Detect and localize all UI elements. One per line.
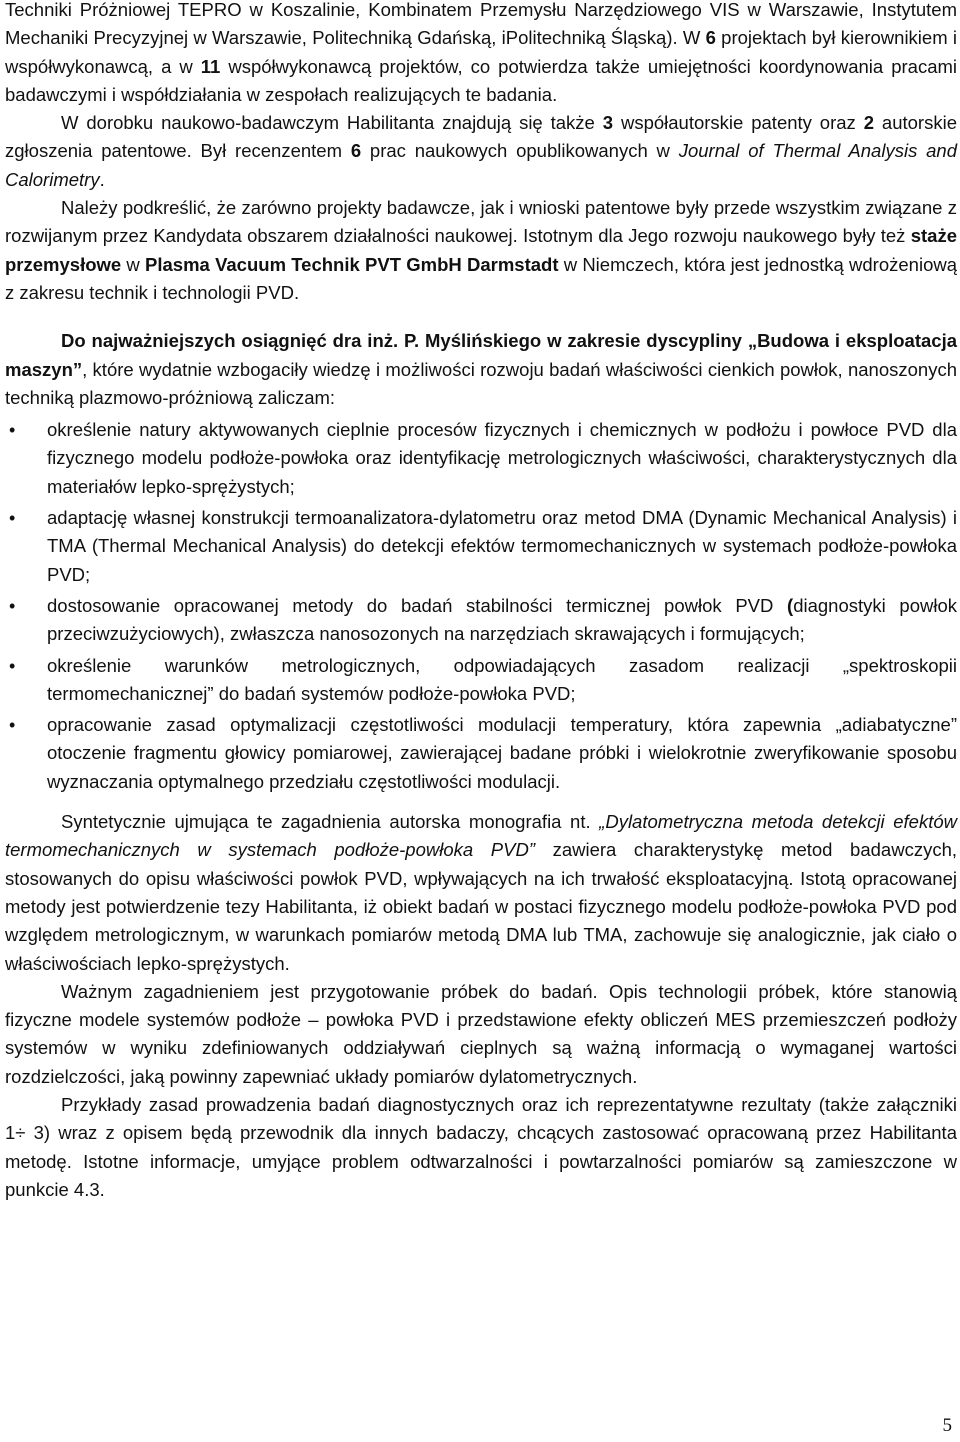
bullet-icon: • (9, 715, 16, 736)
document-page (5, 0, 957, 1204)
page-number: 5 (942, 1415, 952, 1436)
bold-text: 2 (863, 112, 875, 134)
text-run: opracowanie zasad optymalizacji częstotliwości modulacji temperatury, która zapewnia „adiabatyczne” otoczenie fragmentu głowicy pomiarowej, zawierającej badane próbki i wielokrotnie zweryfikowanie sposobu wyznaczania optymalnego przedziału częstotliwości modulacji. (47, 714, 957, 792)
list-item (5, 711, 957, 796)
list-item (5, 504, 957, 589)
text-run: współwykonawcą projektów, co potwierdza także umiejętności koordynowania pracami badawczymi i współdziałania w zespołach realizujących te badania. (5, 55, 958, 105)
bold-text: 3 (602, 112, 614, 134)
list-item (5, 416, 957, 501)
text-run: Należy podkreślić, że zarówno projekty badawcze, jak i wnioski patentowe były przede wszystkim związane z rozwijanym przez Kandydata obszarem działalności naukowej. Istotnym dla Jego rozwoju naukowego były też (5, 197, 957, 247)
text-run: Ważnym zagadnieniem jest przygotowanie próbek do badań. Opis technologii próbek, które stanowią fizyczne modele systemów podłoże – powłoka PVD i przedstawione efekty obliczeń MES przemieszczeń podłoży systemów w wyniku zdefiniowanych oddziaływań cieplnych są ważną informacją o wymaganej wartości rozdzielczości, jaką powinny zapewniać układy pomiarów dylatometrycznych. (5, 980, 957, 1087)
bold-text: 6 (350, 140, 362, 162)
text-run: dostosowanie opracowanej metody do badań stabilności termicznej powłok PVD (47, 594, 788, 616)
italic-text: „Dylatometryczna metoda detekcji efektów termomechanicznych w systemach podłoże-powłoka PVD” (5, 811, 957, 861)
text-run: Przykłady zasad prowadzenia badań diagnostycznych oraz ich reprezentatywne rezultaty (także załączniki 1÷ 3) wraz z opisem będą przewodnik dla innych badaczy, chcących zastosować opracowaną przez Habilitanta metodę. Istotne informacje, umyjące problem odtwarzalności i powtarzalności pomiarów są zamieszczone w punkcie 4.3. (5, 1093, 957, 1200)
bold-text: staże przemysłowe (5, 225, 957, 275)
list-item (5, 592, 957, 649)
text-run: Syntetycznie ujmująca te zagadnienia autorska monografia nt. (61, 811, 600, 833)
paragraph-internships (5, 194, 957, 307)
paragraph-samples (5, 978, 957, 1091)
text-run: zawiera charakterystykę metod badawczych, stosowanych do opisu właściwości powłok PVD, wpływających na ich trwałość eksploatacyjną. Istotą opracowanej metody jest potwierdzenie tezy Habilitanta, iż obiekt badań w postaci fizycznego modelu podłoże-powłoka PVD pod względem metrologicznym, w warunkach pomiarów metodą DMA lub TMA, zachowuje się analogicznie, jak ciało o właściwościach lepko-sprężystych. (5, 839, 958, 974)
bold-text: Plasma Vacuum Technik PVT GmbH Darmstadt (145, 253, 559, 275)
paragraph-projects (5, 0, 957, 109)
text-run: w (121, 253, 146, 275)
text-run: Techniki Próżniowej TEPRO w Koszalinie, Kombinatem Przemysłu Narzędziowego VIS w Warszawie, Instytutem Mechaniki Precyzyjnej w Warszawie, Politechniką Gdańską, iPolitechniką Śląską). W (5, 0, 957, 49)
achievements-list (5, 416, 957, 796)
paragraph-achievements-intro (5, 327, 957, 412)
bold-text: 6 (705, 27, 716, 49)
text-run: , które wydatnie wzbogaciły wiedzę i możliwości rozwoju badań właściwości cienkich powłok, nanoszonych techniką plazmowo-próżniową zaliczam: (5, 358, 957, 408)
text-run: określenie warunków metrologicznych, odpowiadających zasadom realizacji „spektroskopii termomechanicznej” do badań systemów podłoże-powłoka PVD; (47, 654, 957, 704)
text-run: W dorobku naukowo-badawczym Habilitanta znajdują się także (61, 112, 603, 134)
italic-text: Journal of Thermal Analysis and Calorimetry (5, 140, 957, 190)
text-run: współautorskie patenty oraz (613, 112, 864, 134)
text-run: . (99, 168, 105, 190)
bold-text: 11 (200, 55, 221, 77)
text-run: diagnostyki powłok przeciwzużyciowych), zwłaszcza nanosozonych na narzędziach skrawających i formujących; (47, 594, 958, 645)
text-run: adaptację własnej konstrukcji termoanalizatora-dylatometru oraz metod DMA (Dynamic Mechanical Analysis) i TMA (Thermal Mechanical Analysis) do detekcji efektów termomechanicznych w systemach podłoże-powłoka PVD; (47, 507, 957, 585)
list-item (5, 652, 957, 709)
bullet-icon: • (9, 420, 16, 441)
paragraph-monograph (5, 808, 957, 978)
text-run: projektach był kierownikiem i współwykonawcą, a w (5, 27, 957, 77)
bullet-icon: • (9, 508, 16, 529)
bold-text: Do najważniejszych osiągnięć dra inż. P. Myślińskiego w zakresie dyscypliny „Budowa i eksploatacja maszyn” (5, 330, 957, 380)
text-run: określenie natury aktywowanych cieplnie procesów fizycznych i chemicznych w podłożu i powłoce PVD dla fizycznego modelu podłoże-powłoka oraz identyfikację metrologicznych właściwości, charakterystycznych dla materiałów lepko-sprężystych; (47, 419, 957, 497)
bullet-icon: • (9, 595, 16, 616)
bold-text: ( (787, 594, 794, 616)
paragraph-patents (5, 109, 957, 194)
text-run: autorskie zgłoszenia patentowe. Był recenzentem (5, 112, 957, 162)
text-run: w Niemczech, która jest jednostką wdrożeniową z zakresu technik i technologii PVD. (5, 253, 958, 303)
paragraph-examples (5, 1091, 957, 1204)
text-run: prac naukowych opublikowanych w (361, 140, 679, 162)
bullet-icon: • (9, 655, 16, 676)
